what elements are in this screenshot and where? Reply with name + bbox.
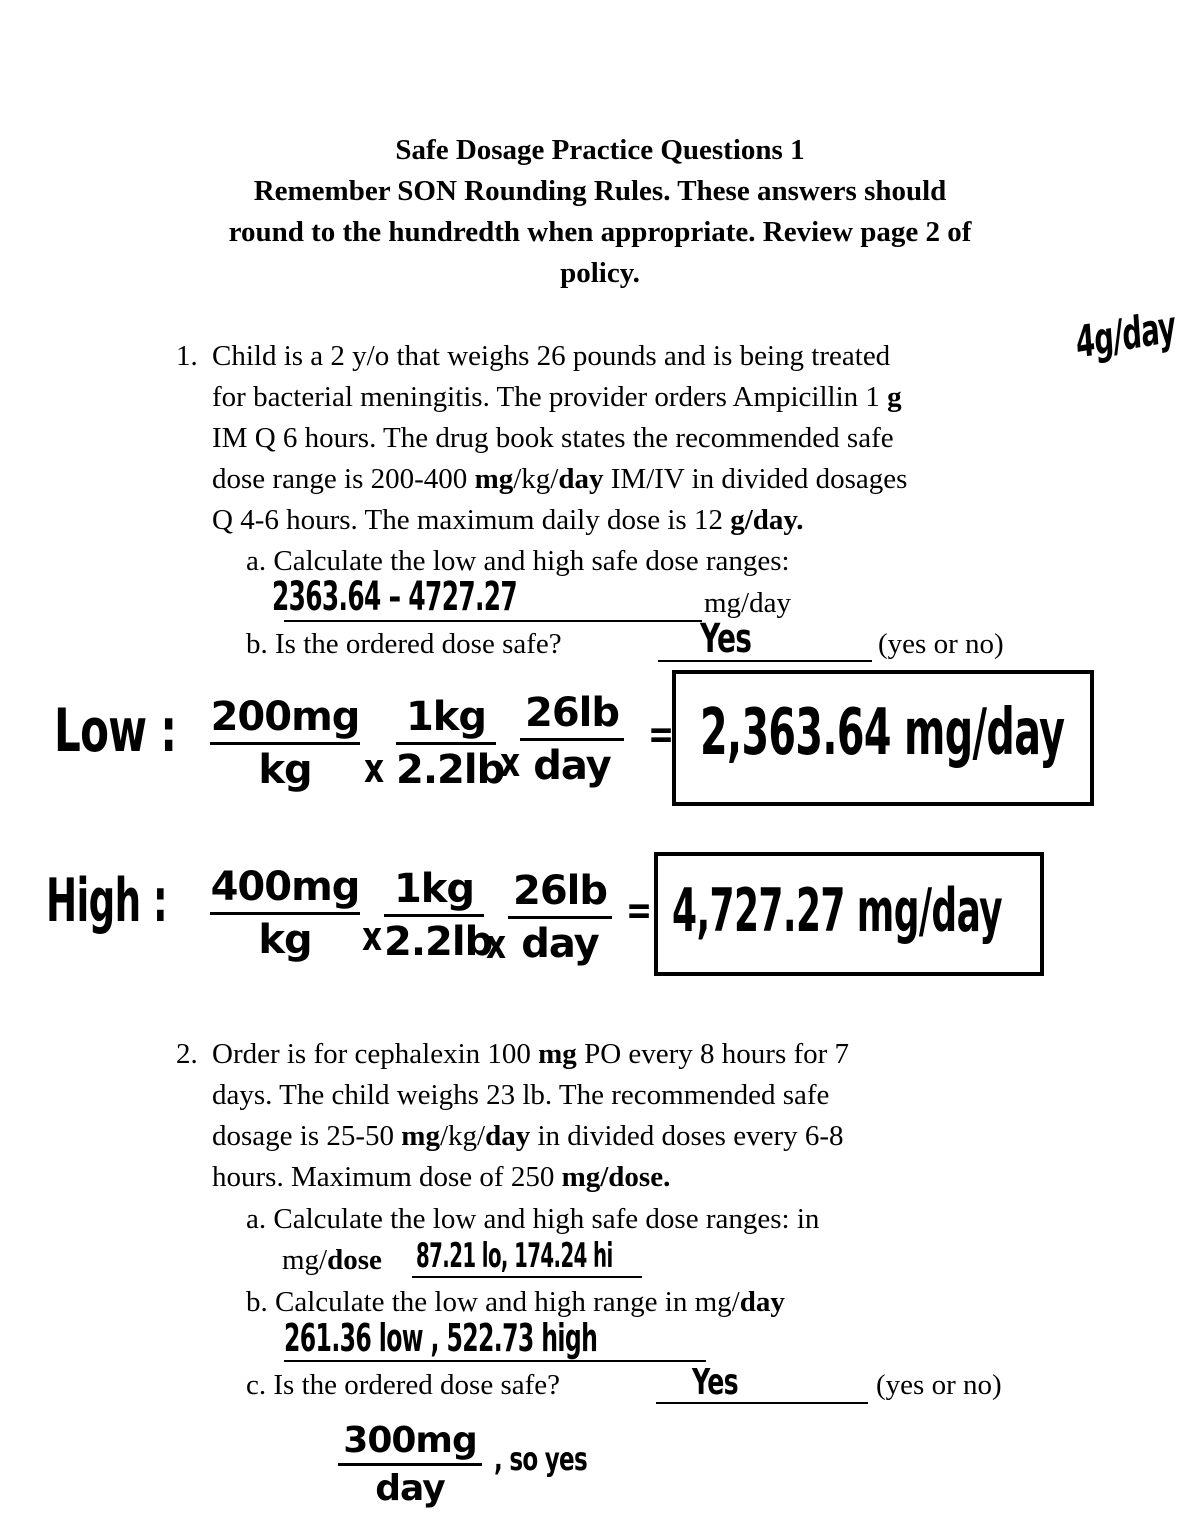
low-result-box xyxy=(672,670,1094,806)
low-equals: = xyxy=(648,712,674,758)
handwritten-side-note: 4g/day xyxy=(1074,301,1177,369)
q2-a-handwritten-answer: 87.21 lo, 174.24 hi xyxy=(416,1236,613,1276)
q2-line-2: days. The child weighs 23 lb. The recommended safe xyxy=(212,1079,830,1111)
low-times-1: x xyxy=(364,746,384,792)
question-number: 1. xyxy=(176,340,198,372)
q2-line-4: hours. Maximum dose of 250 mg/dose. xyxy=(212,1161,671,1193)
q2-part-a-unit: mg/dose xyxy=(282,1244,382,1276)
q1-line-5: Q 4-6 hours. The maximum daily dose is 12 g/day. xyxy=(212,504,804,536)
q1-line-2: for bacterial meningitis. The provider orders Ampicillin 1 g xyxy=(212,381,902,413)
page-title: Safe Dosage Practice Questions 1 xyxy=(395,134,805,166)
high-fraction-3: 26lb day xyxy=(508,868,612,967)
worksheet-header xyxy=(100,130,1100,294)
q1-line-4: dose range is 200-400 mg/kg/day IM/IV in divided dosages xyxy=(212,463,908,495)
q1-b-suffix: (yes or no) xyxy=(878,628,1004,660)
q2-part-c-label: c. Is the ordered dose safe? xyxy=(246,1369,561,1401)
q2-c-answer-line xyxy=(656,1402,868,1404)
q1-a-answer-line xyxy=(284,620,702,622)
q1-line-3: IM Q 6 hours. The drug book states the recommended safe xyxy=(212,422,894,454)
high-result: 4,727.27 mg/day xyxy=(672,876,1003,946)
q2-c-suffix: (yes or no) xyxy=(876,1369,1002,1401)
high-times-1: x xyxy=(362,914,382,960)
q1-part-a-label: a. Calculate the low and high safe dose ranges: xyxy=(246,545,790,577)
q2-b-answer-line xyxy=(284,1360,706,1362)
note-text: , so yes xyxy=(494,1440,587,1478)
low-result: 2,363.64 mg/day xyxy=(700,696,1065,770)
high-equals: = xyxy=(626,888,652,934)
high-fraction-2: 1kg 2.2lb xyxy=(384,866,493,965)
instructions-line-1: Remember SON Rounding Rules. These answers should xyxy=(253,175,947,207)
q1-part-b-label: b. Is the ordered dose safe? xyxy=(246,628,562,660)
q1-a-unit: mg/day xyxy=(704,587,791,619)
low-fraction-3: 26lb day xyxy=(520,690,624,789)
low-fraction-2: 1kg 2.2lb xyxy=(396,694,505,793)
low-fraction-1: 200mg kg xyxy=(210,694,360,793)
q1-a-handwritten-answer: 2363.64 – 4727.27 xyxy=(272,574,518,620)
instructions-line-2: round to the hundredth when appropriate. Review page 2 of xyxy=(228,216,972,248)
q2-part-b-label: b. Calculate the low and high range in mg/day xyxy=(246,1286,785,1318)
q1-b-answer-line xyxy=(658,660,872,662)
q2-line-1: Order is for cephalexin 100 mg PO every 8 hours for 7 xyxy=(212,1038,850,1070)
q1-b-handwritten-answer: Yes xyxy=(700,616,752,662)
high-fraction-1: 400mg kg xyxy=(210,864,360,963)
question-number: 2. xyxy=(176,1038,198,1070)
low-label: Low : xyxy=(54,696,177,766)
q1-line-1: Child is a 2 y/o that weighs 26 pounds and is being treated xyxy=(212,340,891,372)
instructions-line-3: policy. xyxy=(560,257,640,289)
q2-c-handwritten-answer: Yes xyxy=(692,1362,738,1403)
note-fraction: 300mg day xyxy=(338,1420,482,1509)
high-result-box xyxy=(654,852,1044,976)
high-label: High : xyxy=(46,866,168,936)
q2-part-a-label: a. Calculate the low and high safe dose ranges: in xyxy=(246,1203,820,1235)
high-times-2: x xyxy=(486,922,506,968)
q2-a-answer-line xyxy=(412,1276,642,1278)
q2-line-3: dosage is 25-50 mg/kg/day in divided doses every 6-8 xyxy=(212,1120,844,1152)
low-times-2: x xyxy=(500,740,520,786)
q2-b-handwritten-answer: 261.36 low , 522.73 high xyxy=(284,1316,598,1360)
